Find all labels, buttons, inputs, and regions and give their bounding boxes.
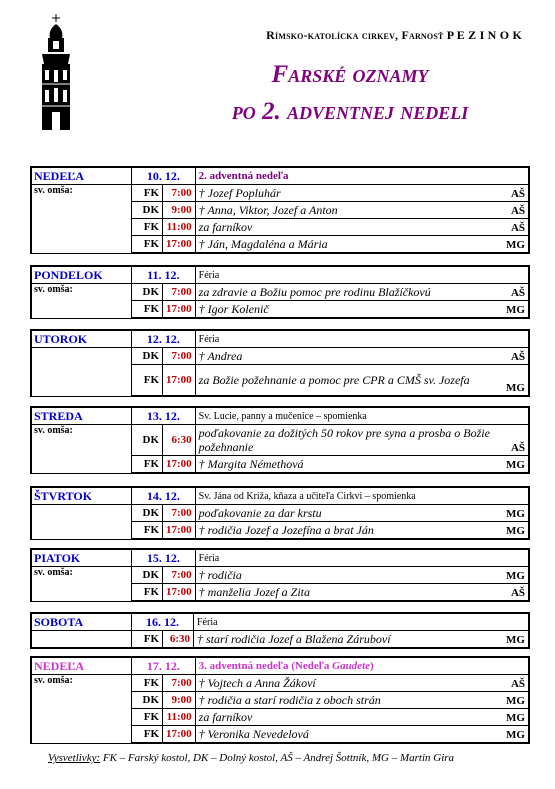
legend bbox=[48, 752, 454, 764]
church-code: FK bbox=[132, 185, 163, 202]
mass-time: 17:00 bbox=[163, 236, 196, 254]
day-block bbox=[30, 548, 530, 602]
mass-row bbox=[31, 675, 529, 692]
mass-time: 9:00 bbox=[163, 692, 196, 709]
day-feast: Féria bbox=[195, 549, 529, 567]
mass-time: 17:00 bbox=[163, 726, 196, 744]
feast-end: ) bbox=[370, 660, 374, 672]
day-feast: Sv. Lucie, panny a mučenice – spomienka bbox=[195, 407, 529, 425]
day-block bbox=[30, 166, 530, 254]
day-header-row bbox=[31, 266, 529, 284]
legend-label: Vysvetlivky: bbox=[48, 752, 101, 764]
church-code: DK bbox=[132, 567, 163, 584]
priest-code: MG bbox=[506, 239, 525, 251]
church-code: FK bbox=[132, 584, 163, 602]
church-code: DK bbox=[132, 505, 163, 522]
mass-intention-cell bbox=[195, 522, 529, 540]
priest-code: AŠ bbox=[510, 351, 525, 363]
mass-time: 17:00 bbox=[163, 365, 196, 397]
church-tower-icon bbox=[28, 14, 80, 132]
mass-intention-cell bbox=[195, 505, 529, 522]
priest-code: MG bbox=[506, 729, 525, 741]
day-header-row bbox=[31, 613, 529, 631]
priest-code: AŠ bbox=[510, 287, 525, 299]
day-date: 10. 12. bbox=[132, 167, 196, 185]
mass-intention: † rodičia bbox=[198, 568, 242, 582]
day-feast: Sv. Jána od Kríža, kňaza a učiteľa Cirkvi – spomienka bbox=[195, 487, 529, 505]
church-code: DK bbox=[132, 284, 163, 301]
day-name: UTOROK bbox=[31, 330, 132, 348]
mass-intention: † Veronika Nevedelová bbox=[198, 727, 309, 741]
day-block bbox=[30, 406, 530, 474]
church-code: DK bbox=[132, 202, 163, 219]
mass-intention-cell bbox=[195, 301, 529, 319]
feast-emphasis: Gaudete bbox=[332, 660, 371, 672]
mass-row bbox=[31, 631, 529, 649]
mass-intention-cell bbox=[195, 236, 529, 254]
day-header-row bbox=[31, 167, 529, 185]
priest-code: MG bbox=[506, 712, 525, 724]
day-name: PONDELOK bbox=[31, 266, 132, 284]
mass-time: 6:30 bbox=[163, 425, 196, 456]
mass-label bbox=[31, 631, 132, 649]
priest-code: AŠ bbox=[510, 222, 525, 234]
mass-intention: † rodičia a starí rodičia z oboch strán bbox=[198, 693, 381, 707]
mass-label: sv. omša: bbox=[31, 284, 132, 319]
mass-row bbox=[31, 425, 529, 456]
day-name: STREDA bbox=[31, 407, 132, 425]
priest-code: MG bbox=[506, 695, 525, 707]
mass-time: 11:00 bbox=[163, 219, 196, 236]
day-name: NEDEĽA bbox=[31, 167, 132, 185]
mass-label: sv. omša: bbox=[31, 185, 132, 254]
church-code: FK bbox=[132, 709, 163, 726]
priest-code: MG bbox=[506, 525, 525, 537]
feast-text: 3. adventná nedeľa (Nedeľa bbox=[198, 660, 333, 672]
day-date: 14. 12. bbox=[132, 487, 196, 505]
priest-code: MG bbox=[506, 570, 525, 582]
mass-label bbox=[31, 348, 132, 397]
mass-intention-cell bbox=[195, 456, 529, 474]
mass-row bbox=[31, 505, 529, 522]
mass-time: 7:00 bbox=[163, 675, 196, 692]
mass-intention: poďakovanie za dar krstu bbox=[198, 506, 322, 520]
church-code: FK bbox=[132, 522, 163, 540]
day-date: 15. 12. bbox=[132, 549, 196, 567]
day-block bbox=[30, 486, 530, 540]
mass-time: 9:00 bbox=[163, 202, 196, 219]
priest-code: MG bbox=[506, 382, 525, 394]
priest-code: AŠ bbox=[510, 188, 525, 200]
mass-intention: † Margita Némethová bbox=[198, 457, 304, 471]
mass-time: 7:00 bbox=[163, 567, 196, 584]
mass-time: 6:30 bbox=[163, 631, 194, 649]
day-date: 13. 12. bbox=[132, 407, 196, 425]
mass-time: 17:00 bbox=[163, 584, 196, 602]
day-feast: 2. adventná nedeľa bbox=[195, 167, 529, 185]
day-header-row bbox=[31, 549, 529, 567]
mass-time: 7:00 bbox=[163, 348, 196, 365]
page-title: Farské oznamy bbox=[271, 61, 429, 88]
mass-intention-cell bbox=[195, 726, 529, 744]
church-code: FK bbox=[132, 631, 163, 649]
page-subtitle: po 2. adventnej nedeli bbox=[231, 98, 469, 125]
mass-intention-cell bbox=[195, 185, 529, 202]
day-header-row bbox=[31, 657, 529, 675]
priest-code: MG bbox=[506, 304, 525, 316]
mass-intention: † Andrea bbox=[198, 349, 243, 363]
mass-intention: † manželia Jozef a Zita bbox=[198, 585, 310, 599]
mass-time: 17:00 bbox=[163, 522, 196, 540]
church-code: FK bbox=[132, 726, 163, 744]
day-name: SOBOTA bbox=[31, 613, 132, 631]
day-feast: Féria bbox=[194, 613, 530, 631]
mass-intention: za farníkov bbox=[198, 220, 253, 234]
mass-row bbox=[31, 185, 529, 202]
mass-intention-cell bbox=[195, 692, 529, 709]
day-feast: Féria bbox=[195, 266, 529, 284]
mass-intention: za farníkov bbox=[198, 710, 253, 724]
mass-time: 7:00 bbox=[163, 284, 196, 301]
mass-intention: † Ján, Magdaléna a Mária bbox=[198, 237, 328, 251]
mass-intention-cell bbox=[195, 219, 529, 236]
mass-time: 17:00 bbox=[163, 456, 196, 474]
mass-time: 17:00 bbox=[163, 301, 196, 319]
day-date: 11. 12. bbox=[132, 266, 196, 284]
church-code: DK bbox=[132, 348, 163, 365]
mass-intention: † Anna, Viktor, Jozef a Anton bbox=[198, 203, 338, 217]
mass-intention: † starí rodičia Jozef a Blažena Záruboví bbox=[197, 632, 391, 646]
day-header-row bbox=[31, 487, 529, 505]
mass-intention-cell bbox=[195, 584, 529, 602]
church-code: FK bbox=[132, 675, 163, 692]
priest-code: MG bbox=[506, 508, 525, 520]
mass-time: 7:00 bbox=[163, 505, 196, 522]
church-code: FK bbox=[132, 236, 163, 254]
mass-label: sv. omša: bbox=[31, 675, 132, 744]
mass-label: sv. omša: bbox=[31, 425, 132, 474]
day-date: 16. 12. bbox=[132, 613, 194, 631]
day-block bbox=[30, 656, 530, 744]
day-header-row bbox=[31, 407, 529, 425]
day-header-row bbox=[31, 330, 529, 348]
mass-intention-cell bbox=[195, 425, 529, 456]
day-date: 17. 12. bbox=[132, 657, 196, 675]
legend-text: FK – Farský kostol, DK – Dolný kostol, AŠ – Andrej Šottník, MG – Martin Gira bbox=[102, 752, 455, 764]
day-block bbox=[30, 329, 530, 397]
day-name: PIATOK bbox=[31, 549, 132, 567]
mass-intention-cell bbox=[194, 631, 530, 649]
parish-name: Rímsko-katolícka cirkev, Farnosť P E Z I N O K bbox=[266, 28, 522, 42]
church-code: FK bbox=[132, 456, 163, 474]
mass-time: 11:00 bbox=[163, 709, 196, 726]
mass-intention: za Božie požehnanie a pomoc pre CPR a CMŠ sv. Jozefa bbox=[198, 373, 470, 387]
mass-intention: † Igor Kolenič bbox=[198, 302, 269, 316]
mass-intention: † Vojtech a Anna Žákoví bbox=[198, 676, 316, 690]
priest-code: MG bbox=[506, 634, 525, 646]
mass-intention: za zdravie a Božiu pomoc pre rodinu Blažíčkovú bbox=[198, 285, 431, 299]
day-feast bbox=[195, 657, 529, 675]
mass-intention-cell bbox=[195, 567, 529, 584]
church-code: FK bbox=[132, 301, 163, 319]
priest-code: AŠ bbox=[510, 587, 525, 599]
mass-intention: † Jozef Popluhár bbox=[198, 186, 281, 200]
church-code: DK bbox=[132, 692, 163, 709]
mass-row bbox=[31, 567, 529, 584]
mass-intention-cell bbox=[195, 348, 529, 365]
mass-intention-cell bbox=[195, 709, 529, 726]
day-block bbox=[30, 265, 530, 319]
priest-code: AŠ bbox=[510, 442, 525, 454]
mass-intention: † rodičia Jozef a Jozefína a brat Ján bbox=[198, 523, 374, 537]
priest-code: AŠ bbox=[510, 678, 525, 690]
day-date: 12. 12. bbox=[132, 330, 196, 348]
mass-intention-cell bbox=[195, 284, 529, 301]
day-feast: Féria bbox=[195, 330, 529, 348]
priest-code: MG bbox=[506, 459, 525, 471]
mass-intention-cell bbox=[195, 675, 529, 692]
day-name: ŠTVRTOK bbox=[31, 487, 132, 505]
priest-code: AŠ bbox=[510, 205, 525, 217]
mass-row bbox=[31, 284, 529, 301]
mass-intention-cell bbox=[195, 365, 529, 397]
mass-label bbox=[31, 505, 132, 540]
church-code: DK bbox=[132, 425, 163, 456]
church-code: FK bbox=[132, 219, 163, 236]
day-block bbox=[30, 612, 530, 649]
mass-label: sv. omša: bbox=[31, 567, 132, 602]
mass-time: 7:00 bbox=[163, 185, 196, 202]
mass-row bbox=[31, 348, 529, 365]
mass-intention-cell bbox=[195, 202, 529, 219]
day-name: NEDEĽA bbox=[31, 657, 132, 675]
church-code: FK bbox=[132, 365, 163, 397]
mass-intention: poďakovanie za dožitých 50 rokov pre syna a prosba o Božie požehnanie bbox=[198, 426, 490, 454]
